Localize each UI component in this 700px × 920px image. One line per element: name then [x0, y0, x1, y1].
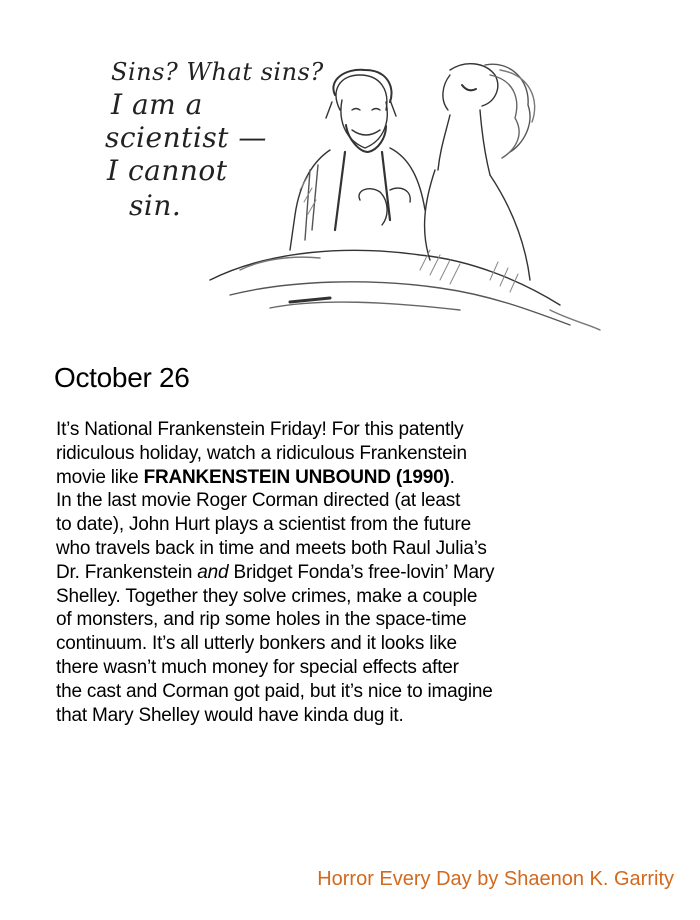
author-credit: Horror Every Day by Shaenon K. Garrity [317, 868, 674, 890]
text-line [56, 466, 596, 490]
date-heading: October 26 [54, 362, 190, 393]
text-line: of monsters, and rip some holes in the space-time [56, 609, 467, 631]
text-line [56, 561, 596, 585]
text-line: In the last movie Roger Corman directed (at least [56, 490, 461, 512]
text-line: to date), John Hurt plays a scientist from the future [56, 514, 471, 536]
text-span: Dr. Frankenstein [56, 561, 198, 583]
speech-line: Sins? What sins? [111, 58, 324, 86]
text-line: It’s National Frankenstein Friday! For this patently [56, 419, 464, 440]
text-span: movie like [56, 466, 144, 488]
text-line: that Mary Shelley would have kinda dug it. [56, 704, 404, 726]
text-span: . [449, 466, 455, 488]
text-line: who travels back in time and meets both Raul Julia’s [56, 537, 487, 559]
text-line: Shelley. Together they solve crimes, make a couple [56, 585, 478, 607]
movie-title: FRANKENSTEIN UNBOUND (1990) [143, 466, 450, 488]
speech-text [105, 58, 324, 222]
text-line: there wasn’t much money for special effects after [56, 656, 459, 678]
text-line: continuum. It’s all utterly bonkers and it looks like [56, 633, 457, 655]
speech-line: I cannot [107, 154, 228, 187]
speech-line: sin. [129, 189, 182, 222]
speech-line: I am a [111, 88, 203, 121]
emphasis-text: and [197, 561, 229, 583]
speech-line: scientist — [105, 121, 267, 154]
text-line: ridiculous holiday, watch a ridiculous Frankenstein [56, 442, 467, 464]
text-span: Bridget Fonda’s free-lovin’ Mary [228, 561, 495, 583]
description-text [56, 418, 596, 727]
text-line: the cast and Corman got paid, but it’s nice to imagine [56, 680, 493, 702]
